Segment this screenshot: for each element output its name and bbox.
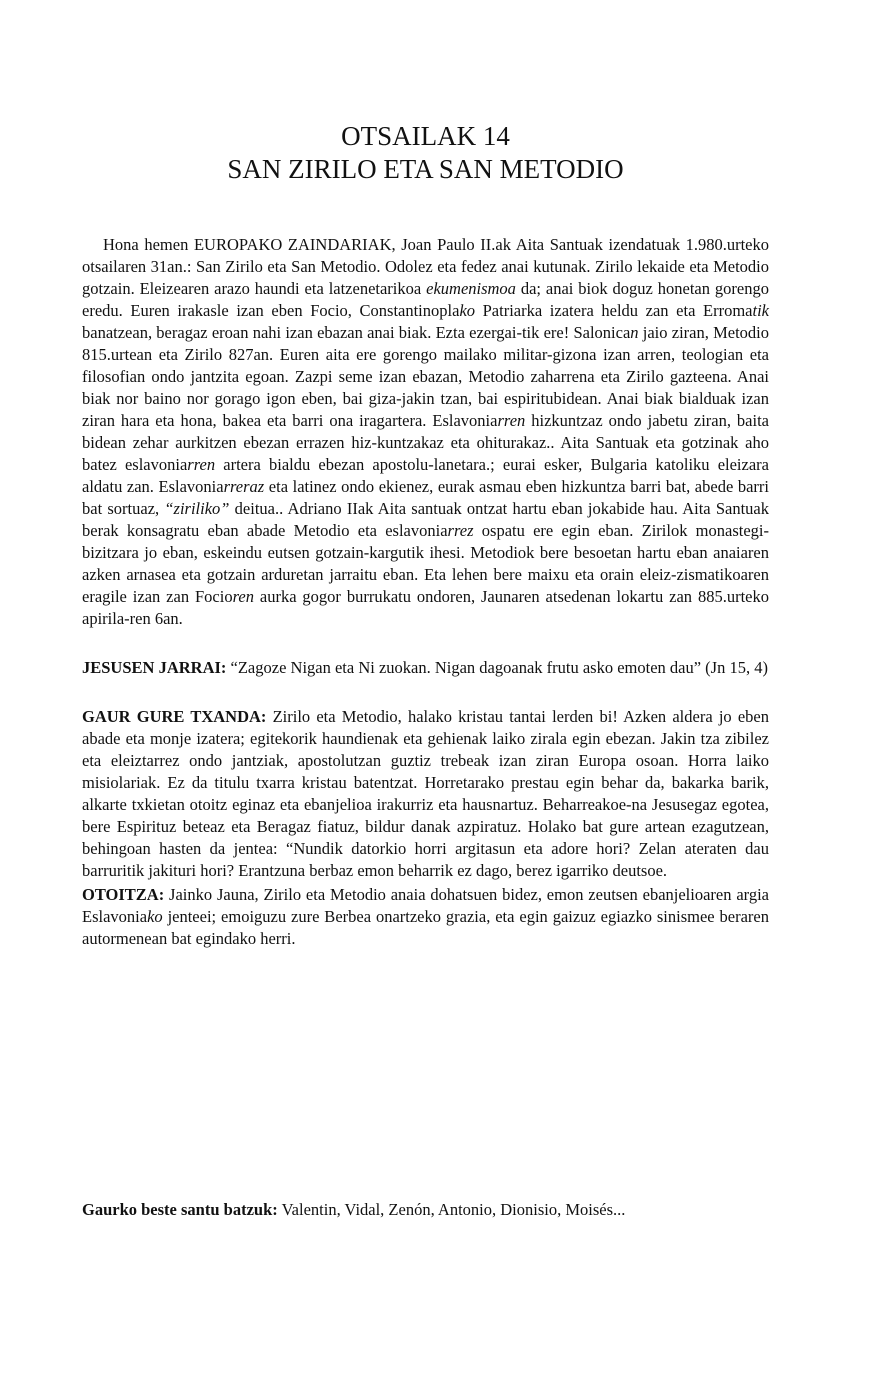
- intro-text-6: hizkuntzaz ondo jabetu ziran, baita bidean zehar aurkitzen ebezan errazen hiz-kuntzakaz eta ohiturakaz.. Aita Santuak eta gotzinak aho batez eslavonia: [82, 411, 770, 474]
- intro-text-4: banatzean, beragaz eroan nahi izan ebazan anai biak. Ezta ezergai-tik ere! Salonica: [82, 323, 631, 342]
- otoitza-label: OTOITZA:: [82, 885, 165, 904]
- gaur-gure-txanda-paragraph: [82, 706, 769, 882]
- other-saints-footer: [82, 1199, 782, 1221]
- intro-text-11: aurka gogor burrukatu ondoren, Jaunaren atsedenan lokartu zan 885.urteko apirila-ren 6an.: [82, 587, 769, 628]
- otoitza-em: ko: [147, 907, 163, 926]
- intro-em-8: “ziriliko”: [164, 499, 230, 518]
- intro-em-4: n: [630, 323, 639, 342]
- jesusen-jarrai-label: JESUSEN JARRAI:: [82, 658, 227, 677]
- saint-title: SAN ZIRILO ETA SAN METODIO: [227, 154, 624, 184]
- intro-em-9: rrez: [447, 521, 474, 540]
- otoitza-text-b: jenteei; emoiguzu zure Berbea onartzeko grazia, eta egin gaizuz egiazko sinismee beraren autormenean bat egindako herri.: [82, 907, 769, 948]
- date-title: OTSAILAK 14: [341, 121, 510, 151]
- intro-text-3: Patriarka izatera heldu zan eta Erroma: [475, 301, 753, 320]
- other-saints-label: Gaurko beste santu batzuk:: [82, 1200, 278, 1219]
- intro-em-3: tik: [752, 301, 770, 320]
- intro-text-2: da; anai biok doguz honetan gorengo eredu. Euren irakasle izan eben Focio, Constantinopla: [82, 279, 769, 320]
- other-saints-text: Valentin, Vidal, Zenón, Antonio, Dionisio, Moisés...: [277, 1200, 626, 1219]
- intro-em-6: rren: [187, 455, 216, 474]
- jesusen-jarrai-text: “Zagoze Nigan eta Ni zuokan. Nigan dagoanak frutu asko emoten dau” (Jn 15, 4): [226, 658, 768, 677]
- gaur-gure-txanda-label: GAUR GURE TXANDA:: [82, 707, 267, 726]
- intro-text-9: deitua.. Adriano IIak Aita santuak ontzat hartu eban jokabide hau. Aita Santuak berak konsagratu eban abade Metodio eta eslavonia: [82, 499, 769, 540]
- intro-text-8: eta latinez ondo ekienez, eurak asmau eben hizkuntza barri bat, abede barri bat sortuaz,: [82, 477, 769, 518]
- intro-text-7: artera bialdu ebezan apostolu-lanetara.; eurai esker, Bulgaria katoliku eleizara aldatu zan. Eslavonia: [82, 455, 769, 496]
- otoitza-paragraph: [82, 884, 769, 950]
- intro-text-10: ospatu ere egin eban. Zirilok monastegi-bizitzara jo eban, eskeindu eutsen gotzain-kargutik ihesi. Metodiok bere besoetan hartu eban anaiaren azken arnasea eta gotzain arduretan jarraitu eban. Eta lehen bere maixu eta orain eleiz-zismatikoaren eragile izan zan Focio: [82, 521, 769, 606]
- title-block: [82, 120, 769, 186]
- intro-em-10: ren: [232, 587, 254, 606]
- intro-em-1: ekumenismoa: [426, 279, 516, 298]
- document-page: [82, 120, 769, 950]
- otoitza-text-a: Jainko Jauna, Zirilo eta Metodio anaia dohatsuen bidez, emon zeutsen ebanjelioaren argia Eslavonia: [82, 885, 769, 926]
- intro-text-1: Hona hemen EUROPAKO ZAINDARIAK, Joan Paulo II.ak Aita Santuak izendatuak 1.980.urteko otsailaren 31an.: San Zirilo eta San Metodio. Odolez eta fedez anai kutunak. Zirilo lekaide eta Metodio gotzain. Eleizearen arazo haundi eta latzenetarikoa: [82, 235, 769, 298]
- intro-em-7: rreraz: [223, 477, 265, 496]
- jesusen-jarrai-paragraph: [82, 657, 769, 679]
- gaur-gure-txanda-text: Zirilo eta Metodio, halako kristau tantai lerden bi! Azken aldera jo eben abade eta monje izatera; egitekorik haundienak eta gehienak laiko zirala egin ebezan. Jakin tza zibilez eta eleiztarrez ondo jantziak, apostolutzan guztiz trebeak izan ziran Europa osoan. Horra laiko misiolariak. Ez da titulu txarra kristau batentzat. Horretarako prestau egin behar da, bakarka barik, alkarte txkietan otoitz eginaz eta ebanjelioa irakurriz eta hausnartuz. Beharreakoe-na Jesusegaz egotea, bere Espirituz beteaz eta Beragaz fiatuz, bildur danak azpiratuz. Holako bat gure artean ezagutzean, behingoan hasten da jentea: “Nundik datorkio horri argitasun eta adore hori? Zelan ateraten dau barruritik jakituri hori? Erantzuna berbaz emon beharrik ez dago, berez igarriko deutsoe.: [82, 707, 769, 880]
- intro-em-2: ko: [459, 301, 476, 320]
- intro-paragraph: [82, 234, 769, 630]
- intro-em-5: rren: [497, 411, 526, 430]
- intro-text-5: jaio ziran, Metodio 815.urtean eta Zirilo 827an. Euren aita ere gorengo mailako militar-gizona izan arren, teologian eta filosofian ondo jantzita egoan. Zazpi seme izan ebazan, Metodio zaharrena eta Zirilo gazteena. Anai biak nor baino nor gorago igon eben, bai giza-jakin tzan, bai espiritubidean. Anai biak bialduak izan ziran hara eta hona, bakea eta barri ona iragartera. Eslavonia: [82, 323, 769, 430]
